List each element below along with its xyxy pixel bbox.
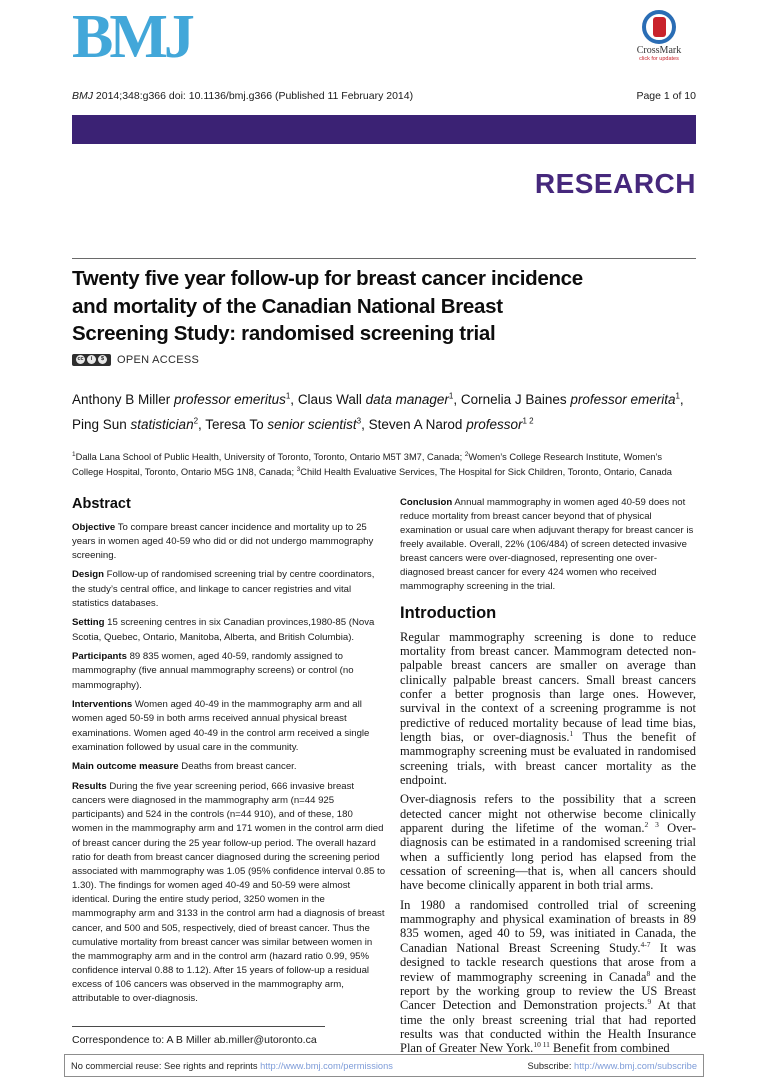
- creative-commons-license-icon[interactable]: [72, 354, 111, 366]
- introduction-paragraph: Regular mammography screening is done to reduce mortality from breast cancer. Mammogram detected non-palpable breast cancers are smaller on average than clinically palpable breast cancers. Small breast cancers confer a better prognosis than large ones. However, survival in the context of a screening programme is not predictive of reduced mortality because of lead time bias, length bias, or over-diagnosis.$^1$ Thus the benefit of mammography screening must be evaluated in randomised screening trials, with breast cancer mortality as the endpoint.: [400, 629, 696, 788]
- introduction-paragraphs: [400, 630, 696, 1056]
- citation-text: [72, 90, 413, 102]
- citation-line: [72, 90, 696, 102]
- abstract-column: [72, 496, 386, 1024]
- main-text-column: [400, 496, 696, 1056]
- masthead: [72, 3, 696, 80]
- abstract-item: Design Follow-up of randomised screening trial by centre coordinators, the study’s central office, and linkage to cancer registries and vital statistics databases.: [72, 569, 375, 609]
- author: Steven A Narod professor$^{1 2}$: [368, 416, 534, 432]
- conclusion-text: Annual mammography in women aged 40-59 does not reduce mortality from breast cancer beyond that of physical examination or usual care when adjuvant therapy for breast cancer is freely available. Overall, 22% (106/484) of screen detected invasive breast cancers were over-diagnosed, representing one over-diagnosed breast cancer for every 424 women who received mammography screening in the trial.: [400, 496, 694, 593]
- abstract-item: Interventions Women aged 40-49 in the mammography arm and all women aged 50-59 in both arms received annual physical breast examinations. Women aged 40-49 in the control arm received a single examination followed by usual care in the community.: [72, 699, 370, 753]
- abstract-item: Participants 89 835 women, aged 40-59, randomly assigned to mammography (five annual mammography screens) or control (no mammography).: [72, 651, 354, 691]
- cc-by-icon: i: [87, 355, 96, 364]
- introduction-paragraph: In 1980 a randomised controlled trial of screening mammography and physical examination of breasts in 89 835 women, aged 40 to 59, was initiated in Canada, the Canadian National Breast Screening Study.$^{4-7}$ It was designed to tackle research questions that arose from a review of mammography screening in Canada$^8$ and the report by the working group to review the US Breast Cancer Detection and Demonstration projects.$^9$ At that time the only breast screening trial that had reported results was that conducted within the Health Insurance Plan of Greater New York.$^{10 11}$ Benefit from combined: [400, 897, 696, 1056]
- author: Claus Wall data manager$^1$,: [297, 391, 461, 407]
- abstract-item: Main outcome measure Deaths from breast cancer.: [72, 761, 297, 773]
- introduction-paragraph: Over-diagnosis refers to the possibility that a screen detected cancer might not otherwise become clinically apparent during the lifetime of the woman.$^{2 3}$ Over-diagnosis can be estimated in a randomised screening trial when a sufficiently long period has elapsed from the cessation of screening—that is, when all cancers should have become clinically apparent in both trial arms.: [400, 792, 696, 893]
- abstract-items: [72, 521, 386, 1007]
- reuse-text: No commercial reuse: See rights and reprints: [71, 1060, 261, 1071]
- abstract-item: Results During the five year screening period, 666 invasive breast cancers were diagnosed in the mammography arm (n=44 925 participants) and 524 in the controls (n=44 910), and of these, 180 women in the mammography arm and 171 women in the control arm died of breast cancer during the 25 year follow-up period. The overall hazard ratio for death from breast cancer diagnosed during the screening period associated with mammography was 1.05 (95% confidence interval 0.85 to 1.30). The findings for women aged 40-49 and 50-59 were almost identical. During the entire study period, 3250 women in the mammography arm and 3133 in the control arm had a diagnosis of breast cancer, and 500 and 505, respectively, died of breast cancer. Thus the cumulative mortality from breast cancer was similar between women in the mammography arm and in the control arm (hazard ratio 0.99, 95% confidence interval 0.88 to 1.12). After 15 years of follow-up a residual excess of 106 cancers was observed in the mammography arm, attributable to over-diagnosis.: [72, 781, 386, 1005]
- open-access-row: [72, 354, 696, 366]
- abstract-conclusion: [400, 496, 696, 595]
- page-title: [72, 265, 696, 348]
- author: Ping Sun statistician$^2$,: [72, 416, 206, 432]
- title-line: and mortality of the Canadian National Breast: [72, 294, 503, 318]
- author: Teresa To senior scientist$^3$,: [205, 416, 369, 432]
- authors-line: [72, 387, 696, 437]
- subscribe-link[interactable]: http://www.bmj.com/subscribe: [574, 1060, 697, 1071]
- crossmark-title: CrossMark: [636, 45, 682, 56]
- citation-journal: BMJ: [72, 90, 93, 102]
- crossmark-bookmark-icon: [653, 17, 666, 37]
- conclusion-label: Conclusion: [400, 496, 453, 508]
- affiliations: $^1$Dalla Lana School of Public Health, University of Toronto, Toronto, Ontario M5T 3M7, Canada; $^2$Women’s College Research Institute, Women’s College Hospital, Toronto, Ontario M5G 1N8, Canada; $^3$Child Health Evaluative Services, The Hospital for Sick Children, Toronto, Ontario, Canada: [72, 450, 672, 477]
- author: Anthony B Miller professor emeritus$^1$,: [72, 391, 298, 407]
- abstract-heading: Abstract: [72, 495, 131, 512]
- abstract-item: Setting 15 screening centres in six Canadian provinces,1980-85 (Nova Scotia, Quebec, Ontario, Manitoba, Alberta, and British Columbia).: [72, 617, 375, 643]
- title-divider: [72, 258, 696, 259]
- title-line: Screening Study: randomised screening trial: [72, 322, 496, 345]
- crossmark-icon: [642, 10, 676, 44]
- abstract-item: Objective To compare breast cancer incidence and mortality up to 25 years in women aged 40-59 who did or did not undergo mammography screening.: [72, 521, 374, 561]
- open-access-label: OPEN ACCESS: [117, 353, 200, 366]
- crossmark-subtitle: click for updates: [639, 56, 679, 62]
- cc-icon: cc: [77, 356, 84, 362]
- page-indicator: Page 1 of 10: [636, 90, 696, 102]
- correspondence-divider: [72, 1026, 325, 1027]
- bmj-logo: BMJ: [72, 3, 191, 71]
- section-banner-bar: [72, 115, 696, 144]
- correspondence-line: Correspondence to: A B Miller ab.miller@utoronto.ca: [72, 1033, 317, 1046]
- introduction-heading: Introduction: [400, 603, 497, 622]
- author: Cornelia J Baines professor emerita$^1$,: [460, 391, 684, 407]
- crossmark-badge[interactable]: [622, 10, 696, 62]
- permissions-link[interactable]: http://www.bmj.com/permissions: [260, 1060, 393, 1071]
- subscribe-notice: [528, 1061, 697, 1071]
- title-line: Twenty five year follow-up for breast cancer incidence: [72, 267, 583, 290]
- reuse-notice: [71, 1061, 393, 1071]
- reuse-footer: [64, 1054, 704, 1077]
- citation-details: 2014;348:g366 doi: 10.1136/bmj.g366 (Published 11 February 2014): [93, 90, 414, 102]
- section-label: RESEARCH: [534, 168, 696, 199]
- subscribe-label: Subscribe:: [527, 1060, 575, 1071]
- cc-nc-icon: $: [98, 355, 107, 364]
